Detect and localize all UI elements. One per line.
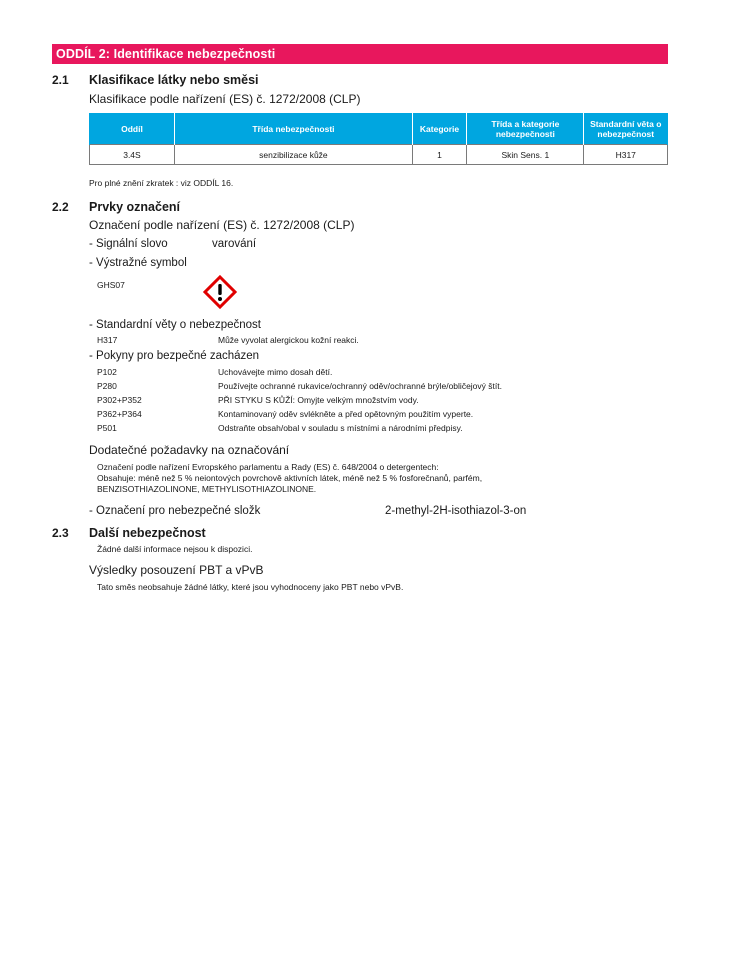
table-cell: 1 <box>412 145 466 165</box>
pbt-heading: Výsledky posouzení PBT a vPvB <box>89 563 264 577</box>
classification-table <box>89 113 668 165</box>
other-hazards-text: Žádné další informace nejsou k dispozici. <box>97 544 253 554</box>
precaution-text: Uchovávejte mimo dosah dětí. <box>218 367 333 377</box>
additional-labelling-heading: Dodatečné požadavky na označování <box>89 443 290 457</box>
additional-labelling-line: Označení podle nařízení Evropského parlamentu a Rady (ES) č. 648/2004 o detergentech: <box>97 462 439 472</box>
hazardous-components-label: - Označení pro nebezpečné složk <box>89 505 261 517</box>
precaution-code: P280 <box>97 381 117 391</box>
precaution-code: P501 <box>97 423 117 433</box>
table-header-cell: Standardní věta o nebezpečnost <box>584 113 668 145</box>
table-header-cell: Třída nebezpečnosti <box>174 113 412 145</box>
abbreviation-note: Pro plné znění zkratek : viz ODDÍL 16. <box>89 178 234 188</box>
section-number-2-3: 2.3 <box>52 526 69 540</box>
precaution-text: Odstraňte obsah/obal v souladu s místními a národními předpisy. <box>218 423 463 433</box>
section-number-2-1: 2.1 <box>52 73 69 87</box>
pictogram-label: - Výstražné symbol <box>89 257 187 269</box>
subheading-clp: Klasifikace podle nařízení (ES) č. 1272/2008 (CLP) <box>89 92 361 106</box>
hazard-text: Může vyvolat alergickou kožní reakci. <box>218 335 359 345</box>
table-header-row <box>90 113 668 145</box>
table-cell: H317 <box>584 145 668 165</box>
section-header: ODDÍL 2: Identifikace nebezpečnosti <box>52 44 668 64</box>
signal-word-label: - Signální slovo <box>89 238 168 250</box>
subheading-clp-labelling: Označení podle nařízení (ES) č. 1272/2008 (CLP) <box>89 218 355 232</box>
additional-labelling-line: Obsahuje: méně než 5 % neiontových povrchově aktivních látek, méně než 5 % fosforečnanů, parfém, <box>97 473 483 483</box>
pictogram-code: GHS07 <box>97 280 125 290</box>
pbt-text: Tato směs neobsahuje žádné látky, které jsou vyhodnoceny jako PBT nebo vPvB. <box>97 582 404 592</box>
table-header-cell: Oddíl <box>90 113 175 145</box>
hazardous-components-value: 2-methyl-2H-isothiazol-3-on <box>385 505 527 517</box>
table-row <box>90 145 668 165</box>
precaution-code: P362+P364 <box>97 409 142 419</box>
table-cell: Skin Sens. 1 <box>467 145 584 165</box>
exclamation-mark-hazard-icon <box>203 275 237 309</box>
precaution-code: P302+P352 <box>97 395 142 405</box>
heading-label-elements: Prvky označení <box>89 200 181 214</box>
signal-word-value: varování <box>212 238 257 250</box>
hazard-statements-label: - Standardní věty o nebezpečnost <box>89 319 261 331</box>
table-header-cell: Třída a kategorie nebezpečnosti <box>467 113 584 145</box>
precaution-text: PŘI STYKU S KŮŽÍ: Omyjte velkým množstvím vody. <box>218 395 419 405</box>
table-header-cell: Kategorie <box>412 113 466 145</box>
precaution-code: P102 <box>97 367 117 377</box>
table-cell: senzibilizace kůže <box>174 145 412 165</box>
hazard-code: H317 <box>97 335 118 345</box>
heading-other-hazards: Další nebezpečnost <box>89 526 206 540</box>
precaution-text: Používejte ochranné rukavice/ochranný oděv/ochranné brýle/obličejový štít. <box>218 381 502 391</box>
precautions-label: - Pokyny pro bezpečné zacházen <box>89 350 260 362</box>
additional-labelling-line: BENZISOTHIAZOLINONE, METHYLISOTHIAZOLINONE. <box>97 484 317 494</box>
table-cell: 3.4S <box>90 145 175 165</box>
section-number-2-2: 2.2 <box>52 200 69 214</box>
precaution-text: Kontaminovaný oděv svlékněte a před opětovným použitím vyperte. <box>218 409 474 419</box>
heading-classification: Klasifikace látky nebo směsi <box>89 73 259 87</box>
